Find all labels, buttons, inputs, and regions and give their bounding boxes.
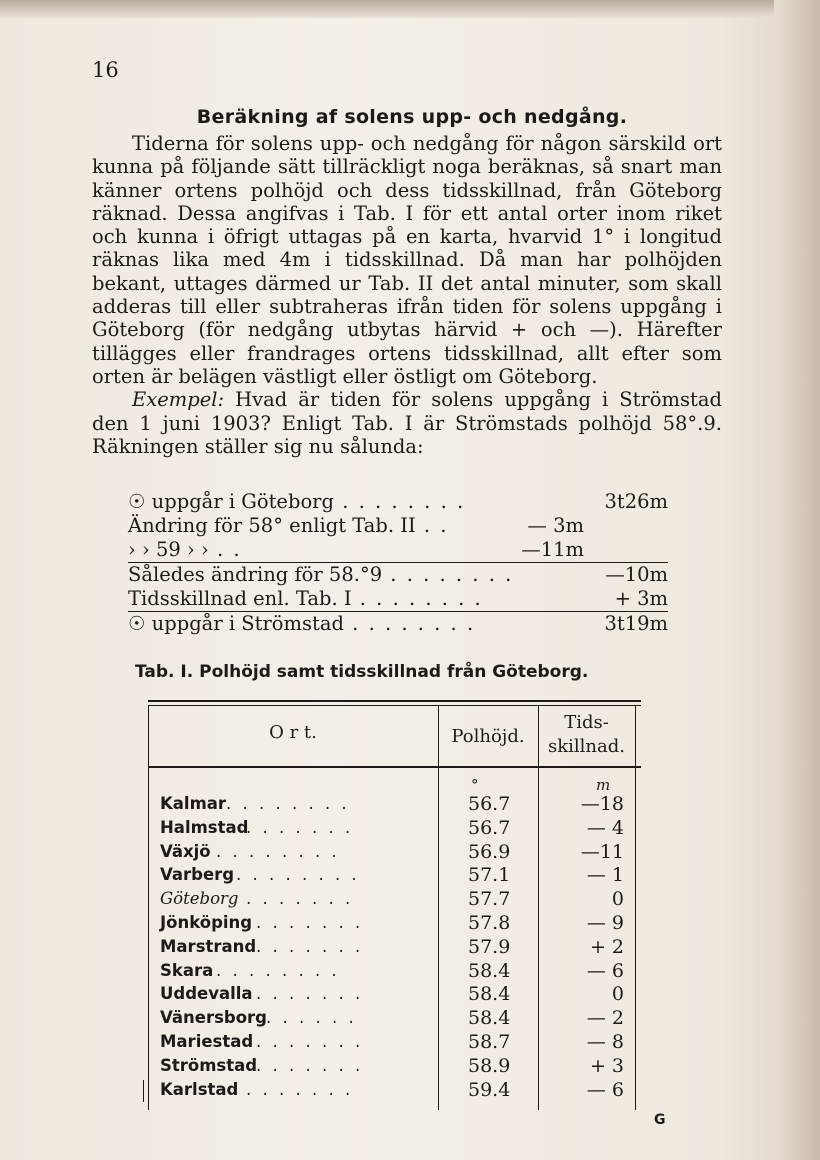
row-time-diff: — 6: [586, 959, 624, 982]
row-leader: . . . . . . .: [256, 984, 364, 1004]
table-row: [160, 935, 630, 959]
calc-value: 3t26m: [604, 490, 668, 513]
row-leader: . . . . . . .: [256, 1032, 364, 1051]
calc-value: —10m: [605, 563, 668, 586]
row-latitude: 58.9: [468, 1054, 511, 1077]
row-leader: . . . . . . . .: [216, 960, 340, 980]
row-leader: . . . . . . .: [246, 1079, 354, 1099]
row-place: Växjö: [160, 841, 211, 861]
calc-leader: . . . . . . . .: [382, 563, 514, 586]
table-row: [160, 982, 630, 1006]
row-time-diff: —11: [580, 840, 624, 863]
row-latitude: 56.7: [468, 816, 511, 839]
row-latitude: 56.7: [468, 793, 511, 815]
example-label: Exempel:: [132, 388, 225, 412]
table-row: [160, 887, 630, 911]
row-time-diff: + 2: [589, 935, 624, 958]
calc-value: + 3m: [614, 587, 668, 610]
calc-label: Således ändring för 58.°9: [128, 563, 383, 586]
row-time-diff: — 9: [586, 912, 624, 934]
calc-leader: . . . . . . . .: [334, 490, 466, 513]
calc-row: [128, 587, 668, 611]
row-place: Mariestad: [160, 1032, 254, 1051]
latitude-table: [148, 700, 641, 1110]
row-latitude: 56.9: [468, 840, 511, 863]
table-row: [160, 911, 630, 935]
row-place: Skara: [160, 960, 214, 980]
table-header-rule: [148, 766, 641, 768]
page-right-edge: [774, 0, 820, 1160]
calc-label: ☉ uppgår i Strömstad: [128, 612, 344, 635]
header-place: O r t.: [269, 722, 317, 743]
row-leader: . . . . . . .: [256, 1055, 364, 1075]
row-time-diff: 0: [611, 983, 624, 1006]
calc-leader: . .: [208, 538, 242, 561]
row-leader: . . . . . .: [266, 1008, 357, 1028]
row-time-diff: — 8: [586, 1031, 624, 1053]
calc-value: —11m: [521, 538, 584, 561]
page-number: 16: [92, 58, 119, 82]
row-place: Halmstad: [160, 817, 249, 837]
example-text: Hvad är tiden för solens uppgång i Strömstad den 1 juni 1903? Enligt Tab. I är Strömstads polhöjd 58°.9. Räkningen ställer sig nu sålunda:: [92, 388, 722, 458]
header-time-diff-line-1: Tids-: [564, 712, 609, 733]
section-heading: Beräkning af solens upp- och nedgång.: [196, 106, 628, 128]
calc-row: [128, 562, 668, 587]
row-leader: . . . . . . . .: [216, 841, 340, 861]
table-top-rule-2: [148, 705, 641, 706]
row-latitude: 58.7: [468, 1031, 511, 1053]
row-latitude: 57.9: [468, 935, 511, 958]
row-latitude: 58.4: [468, 983, 511, 1006]
row-leader: . . . . . . .: [256, 936, 364, 956]
calc-label: ☉ uppgår i Göteborg: [128, 490, 334, 513]
calc-row: [128, 490, 668, 514]
table-outer-left-mark: [143, 1080, 144, 1102]
table-row: [160, 816, 630, 840]
table-top-rule: [148, 700, 641, 702]
row-place: Vänersborg: [160, 1008, 267, 1028]
calc-value: — 3m: [527, 514, 584, 537]
row-place: Kalmar: [160, 794, 227, 813]
row-leader: . . . . . . .: [256, 913, 364, 932]
latitude-unit: °: [471, 776, 479, 794]
row-time-diff: —18: [580, 793, 624, 815]
header-time-diff-line-2: skillnad.: [548, 736, 625, 757]
row-time-diff: — 6: [586, 1078, 624, 1101]
calc-value: 3t19m: [604, 612, 668, 635]
row-leader: . . . . . . . .: [226, 794, 350, 813]
example-paragraph: [92, 388, 722, 458]
row-latitude: 58.4: [468, 1007, 511, 1030]
row-place: Strömstad: [160, 1055, 258, 1075]
row-time-diff: + 3: [589, 1054, 624, 1077]
body-text: [92, 132, 722, 458]
header-latitude: Polhöjd.: [451, 726, 525, 747]
row-place: Karlstad: [160, 1079, 239, 1099]
calculation-block: [128, 490, 668, 636]
table-row: [160, 840, 630, 864]
signature-mark: G: [654, 1112, 666, 1128]
calc-label: › › 59 › ›: [128, 538, 209, 561]
row-leader: . . . . . . . .: [236, 865, 360, 885]
row-time-diff: — 1: [586, 864, 624, 887]
row-time-diff: 0: [611, 888, 624, 911]
calc-label: Tidsskillnad enl. Tab. I: [128, 587, 352, 610]
table-row: [160, 959, 630, 983]
calc-row: [128, 538, 668, 562]
table-row: [160, 1054, 630, 1078]
table-row: [160, 1030, 630, 1054]
row-latitude: 58.4: [468, 959, 511, 982]
row-place: Marstrand: [160, 936, 257, 956]
row-leader: . . . . . . .: [246, 889, 354, 909]
row-leader: . . . . . . .: [246, 817, 354, 837]
table-title: Tab. I. Polhöjd samt tidsskillnad från Göteborg.: [135, 662, 589, 682]
row-latitude: 57.7: [468, 888, 511, 911]
calc-row: [128, 514, 668, 538]
table-row: [160, 1006, 630, 1030]
table-row: [160, 792, 630, 816]
row-latitude: 57.1: [468, 864, 511, 887]
calc-leader: . . . . . . . .: [343, 612, 476, 635]
row-time-diff: — 4: [586, 816, 624, 839]
calc-label: Ändring för 58° enligt Tab. II: [128, 514, 416, 537]
time-diff-unit: m: [596, 776, 611, 794]
calc-leader: . . . . . . . .: [351, 587, 483, 610]
row-place: Göteborg: [160, 889, 239, 909]
page-top-edge: [0, 0, 820, 18]
table-row: [160, 863, 630, 887]
row-place: Varberg: [160, 865, 235, 885]
row-place: Jönköping: [160, 913, 253, 932]
paragraph: Tiderna för solens upp- och nedgång för någon särskild ort kunna på följande sätt tillräckligt noga beräknas, så snart man känner ortens polhöjd och dess tidsskillnad, från Göteborg räknad. Dessa angifvas i Tab. I för ett antal orter inom riket och kunna i öfrigt uttagas på en karta, hvarvid 1° i longitud räknas lika med 4m i tidsskillnad. Då man har polhöjden bekant, uttages därmed ur Tab. II det antal minuter, som skall adderas till eller subtraheras ifrån tiden för solens uppgång i Göteborg (för nedgång utbytas härvid + och —). Härefter tillägges eller frandrages ortens tidsskillnad, allt efter som orten är belägen västligt eller östligt om Göteborg.: [92, 132, 722, 388]
calc-leader: . .: [415, 514, 449, 537]
calc-row: [128, 611, 668, 636]
row-latitude: 57.8: [468, 912, 511, 934]
row-place: Uddevalla: [160, 984, 253, 1004]
table-row: [160, 1078, 630, 1102]
row-latitude: 59.4: [468, 1078, 511, 1101]
row-time-diff: — 2: [586, 1007, 624, 1030]
